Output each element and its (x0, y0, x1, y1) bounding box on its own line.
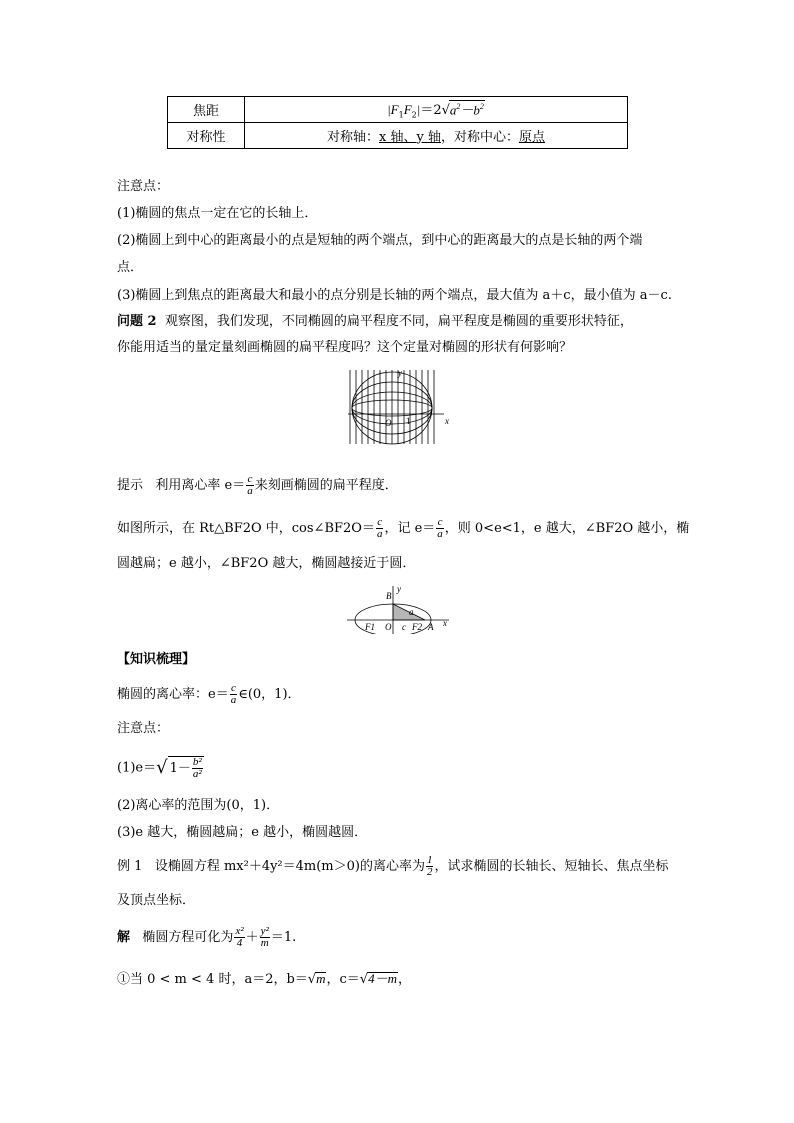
hint-after: 来刻画椭圆的扁平程度． (254, 478, 398, 493)
y-axis-label: y (398, 368, 402, 378)
note-item: (3)椭圆上到焦点的距离最大和最小的点分别是长轴的两个端点，最大值为 a＋c，最小值为 a－c. (117, 288, 672, 303)
question-line-2: 你能用适当的量定量刻画椭圆的扁平程度吗？这个定量对椭圆的形状有何影响？ (117, 340, 573, 355)
note-item: (2)椭圆上到中心的距离最小的点是短轴的两个端点，到中心的距离最大的点是长轴的两个端 (117, 233, 643, 248)
fraction: $\frac{\text{x²}}{4}$ (235, 925, 244, 949)
label-O: O (385, 622, 392, 632)
origin-label: O (385, 418, 392, 428)
hint-label: 提示 (117, 478, 144, 493)
property-table (167, 96, 628, 149)
notes-heading: 注意点： (117, 179, 170, 194)
table-key-cell: 焦距 (168, 97, 245, 123)
solution-label: 解 (117, 930, 131, 945)
axis-sep: 、 (403, 130, 417, 145)
table-row (168, 97, 628, 123)
label-a: a (409, 607, 414, 617)
knowledge-heading: 【知识梳理】 (117, 652, 196, 667)
ellipses-figure (344, 366, 454, 446)
note-item: (2)离心率的范围为(0，1)． (117, 798, 280, 813)
label-F1: F1 (365, 622, 375, 632)
fraction: $\frac{c}{a}$ (376, 516, 383, 540)
symmetry-prefix: 对称轴： (326, 130, 379, 145)
solution-line: 解 椭圆方程可化为 $\frac{\text{x²}}{4}$ ＋ $\frac{\text{y²}}{m}$ ＝1. (117, 925, 297, 949)
fraction: $\frac{\text{y²}}{m}$ (260, 925, 269, 949)
example-line-2: 及顶点坐标． (117, 893, 196, 908)
example-label: 例 1 (117, 859, 143, 874)
solution-case-1: ①当 0 < m < 4 时，a＝2，b＝√m，c＝√4－m， (117, 971, 411, 987)
axis-y: y 轴 (416, 130, 441, 145)
fraction: $\frac{c}{a}$ (230, 682, 237, 706)
note-item: (3)e 越大，椭圆越扁；e 越小，椭圆越圆． (117, 825, 368, 840)
note-formula: (1)e＝√ 1－ $\frac{\text{b²}}{\text{a²}}$ (117, 756, 202, 780)
label-c: c (402, 622, 406, 632)
label-F2: F2 (412, 622, 422, 632)
label-y: y (397, 584, 401, 594)
question-line (117, 312, 633, 332)
eccentricity-line: 椭圆的离心率：e＝ $\frac{c}{a}$ ∈(0，1)． (117, 682, 301, 706)
fraction: $\frac{c}{a}$ (247, 473, 253, 497)
ellipse-triangle-figure (343, 582, 455, 634)
note-item: 点． (117, 260, 144, 275)
label-x: x (443, 618, 447, 628)
x-axis-label: x (445, 416, 449, 426)
axis-x: x 轴 (379, 130, 404, 145)
label-B: B (386, 591, 392, 601)
paragraph-line-2: 圆越扁；e 越小，∠BF2O 越大，椭圆越接近于圆． (117, 556, 416, 571)
notes-heading: 注意点： (117, 721, 170, 736)
unit-label: 1 (406, 416, 411, 426)
symmetry-cell (245, 123, 628, 149)
symmetry-middle: ，对称中心： (440, 130, 519, 145)
hint-line (117, 474, 398, 497)
table-key-cell: 对称性 (168, 123, 245, 149)
table-row (168, 123, 628, 149)
fraction: $\frac{c}{a}$ (437, 516, 443, 540)
symmetry-center: 原点 (518, 130, 545, 145)
paragraph-line-1: 如图所示，在 Rt△BF2O 中，cos∠BF2O＝ $\frac{c}{a}$ ，记 e＝ $\frac{c}{a}$ ，则 0<e<1，e 越大，∠BF2O 越小，椭 (117, 516, 690, 540)
note-item: (1)椭圆的焦点一定在它的长轴上． (117, 206, 318, 221)
fraction: $\frac{1}{2}$ (426, 854, 433, 878)
label-A: A (428, 622, 434, 632)
fraction: $\frac{\text{b²}}{\text{a²}}$ (192, 756, 202, 780)
hint-before: 利用离心率 e＝ (155, 478, 246, 493)
question-text: 观察图，我们发现，不同椭圆的扁平程度不同，扁平程度是椭圆的重要形状特征， (164, 314, 633, 329)
question-label: 问题 2 (117, 314, 157, 329)
example-line-1: 例 1 设椭圆方程 mx²＋4y²＝4m(m＞0)的离心率为 $\frac{1}{2}$ ，试求椭圆的长轴长、短轴长、焦点坐标 (117, 854, 669, 878)
focal-distance-formula: $|F_1F_2|=2√a^2-b^2$ (245, 97, 628, 123)
